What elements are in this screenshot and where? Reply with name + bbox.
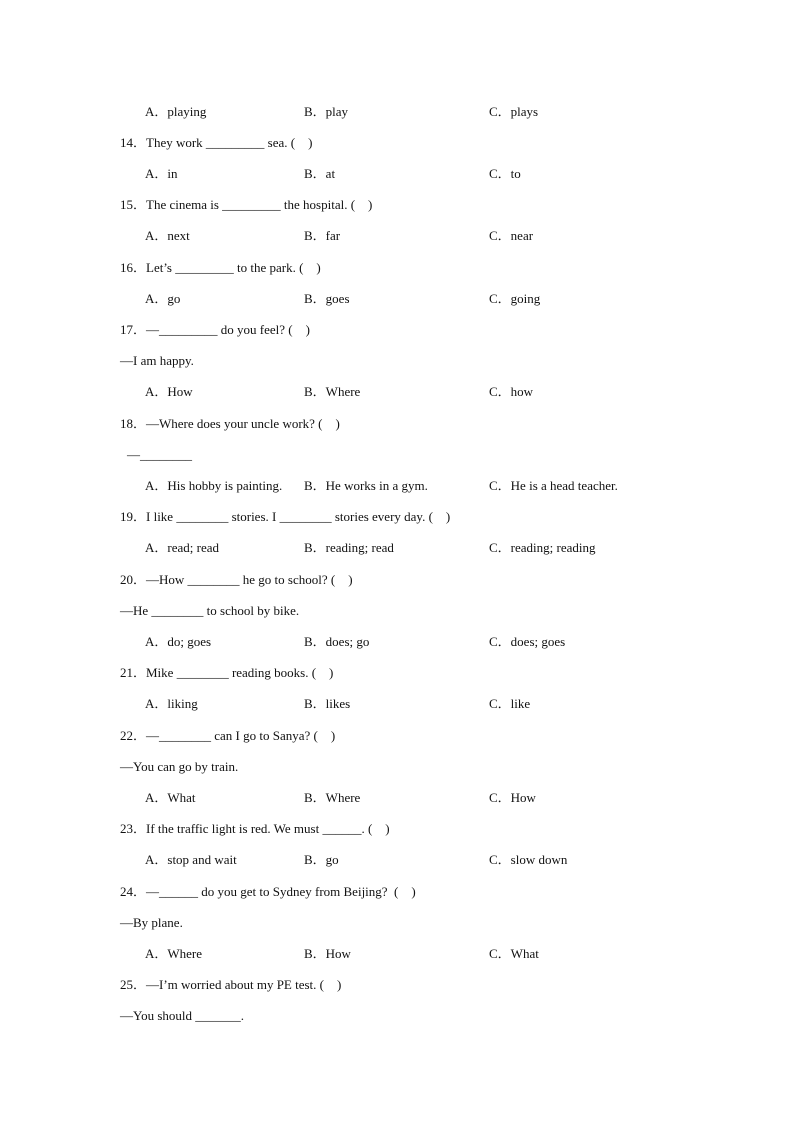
option-c: C．What <box>489 946 539 961</box>
option-b: B．goes <box>304 291 350 306</box>
option-a: A．liking <box>145 696 198 711</box>
question-21: 21．Mike ________ reading books. ( ) <box>120 665 334 680</box>
option-b: B．does; go <box>304 634 370 649</box>
option-a: A．read; read <box>145 540 219 555</box>
option-a: A．What <box>145 790 196 805</box>
option-b: B．play <box>304 104 349 119</box>
reply-line: —You should _______. <box>120 1008 245 1023</box>
option-c: C．like <box>489 696 531 711</box>
question-14: 14．They work _________ sea. ( ) <box>120 135 313 150</box>
option-a: A．go <box>145 291 181 306</box>
option-b: B．He works in a gym. <box>304 478 428 493</box>
question-16: 16．Let’s _________ to the park. ( ) <box>120 260 321 275</box>
option-a: A．How <box>145 384 193 399</box>
option-b: B．likes <box>304 696 351 711</box>
option-a: A．next <box>145 228 190 243</box>
option-b: B．Where <box>304 790 361 805</box>
question-18: 18．—Where does your uncle work? ( ) <box>120 416 340 431</box>
question-17: 17．—_________ do you feel? ( ) <box>120 322 310 337</box>
question-20: 20．—How ________ he go to school? ( ) <box>120 572 353 587</box>
reply-line: —You can go by train. <box>120 759 239 774</box>
question-23: 23．If the traffic light is red. We must ______. ( ) <box>120 821 390 836</box>
option-c: C．going <box>489 291 541 306</box>
option-c: C．does; goes <box>489 634 566 649</box>
option-a: A．Where <box>145 946 203 961</box>
reply-line: —He ________ to school by bike. <box>120 603 300 618</box>
option-c: C．reading; reading <box>489 540 596 555</box>
option-a: A．His hobby is painting. <box>145 478 283 493</box>
option-c: C．how <box>489 384 534 399</box>
option-b: B．reading; read <box>304 540 394 555</box>
reply-line: —I am happy. <box>120 353 194 368</box>
question-25: 25．—I’m worried about my PE test. ( ) <box>120 977 342 992</box>
option-c: C．plays <box>489 104 539 119</box>
option-c: C．to <box>489 166 521 181</box>
option-a: A．playing <box>145 104 207 119</box>
reply-line: —________ <box>127 447 192 462</box>
option-b: B．at <box>304 166 336 181</box>
question-15: 15．The cinema is _________ the hospital. ( ) <box>120 197 373 212</box>
option-a: A．in <box>145 166 178 181</box>
option-a: A．do; goes <box>145 634 212 649</box>
question-22: 22．—________ can I go to Sanya? ( ) <box>120 728 336 743</box>
option-b: B．far <box>304 228 341 243</box>
option-b: B．Where <box>304 384 361 399</box>
option-b: B．How <box>304 946 351 961</box>
option-c: C．slow down <box>489 852 568 867</box>
question-19: 19．I like ________ stories. I ________ stories every day. ( ) <box>120 509 451 524</box>
option-c: C．near <box>489 228 534 243</box>
option-a: A．stop and wait <box>145 852 237 867</box>
option-c: C．How <box>489 790 536 805</box>
option-b: B．go <box>304 852 339 867</box>
question-24: 24．—______ do you get to Sydney from Beijing? ( ) <box>120 884 416 899</box>
reply-line: —By plane. <box>120 915 183 930</box>
option-c: C．He is a head teacher. <box>489 478 618 493</box>
